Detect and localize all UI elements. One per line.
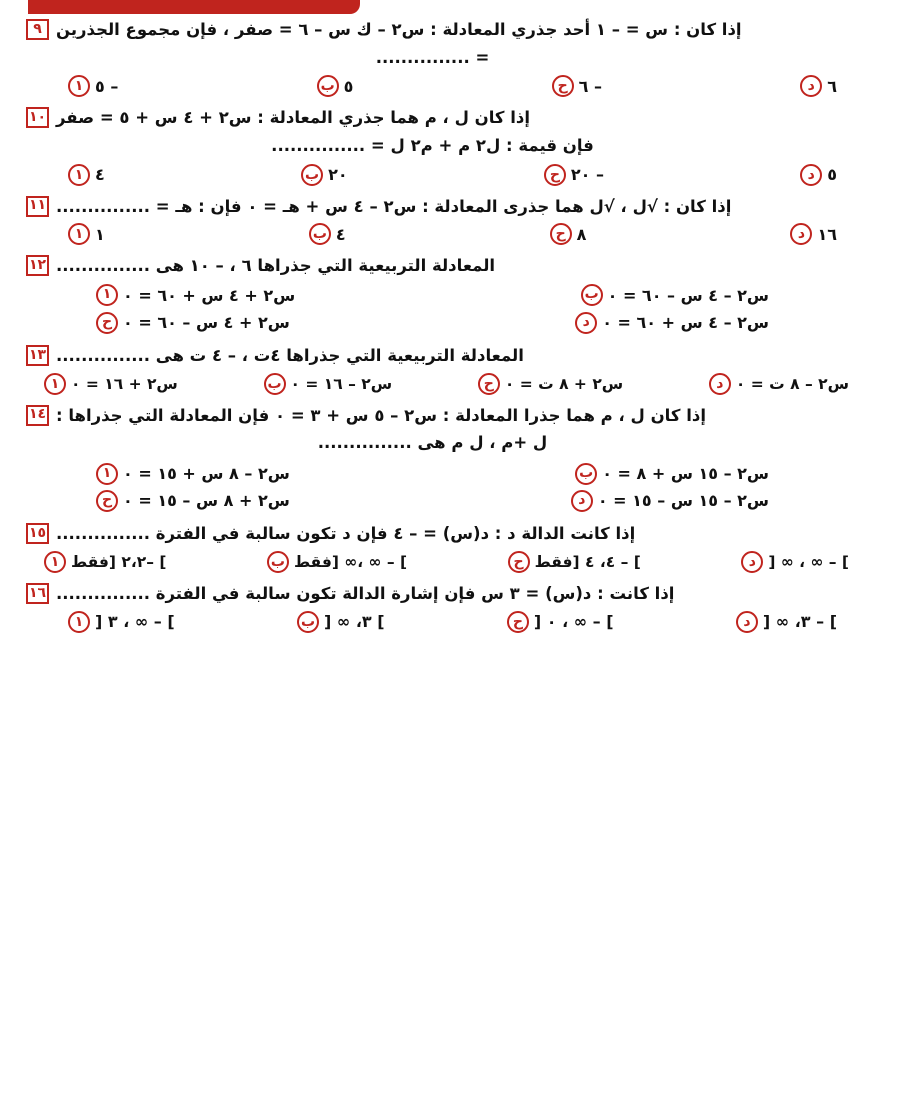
- question-number: ١٤: [26, 405, 49, 426]
- choice-text: س٢ – ٨ س + ١٥ = ٠: [123, 464, 290, 483]
- question-12-line: [26, 252, 879, 280]
- choice-text: س٢ + ٤ س – ٦٠ = ٠: [123, 312, 290, 332]
- question-number: ١٢: [26, 255, 49, 276]
- choice-tag: ح: [478, 373, 500, 395]
- choice-option[interactable]: [790, 223, 837, 245]
- choice-tag: ب: [297, 611, 319, 633]
- question-text: إذا كان : √ل ، √ل هما جذرى المعادلة : س٢ – ٤ س + هـ = ٠ فإن : هـ = ...............: [56, 196, 732, 216]
- question-15-choices: [26, 548, 879, 578]
- question-10-choices: [26, 161, 879, 191]
- choice-tag: ح: [550, 223, 572, 245]
- choice-option[interactable]: [264, 373, 393, 395]
- choice-option[interactable]: [507, 611, 614, 633]
- choice-tag: ب: [309, 223, 331, 245]
- choice-option[interactable]: [68, 75, 118, 97]
- choice-option[interactable]: [44, 373, 178, 395]
- choice-tag: ب: [317, 75, 339, 97]
- choices-row: [96, 282, 769, 309]
- choice-option[interactable]: [96, 309, 290, 336]
- choice-option[interactable]: [317, 75, 354, 97]
- question-14-line: [26, 402, 879, 430]
- choice-option[interactable]: [297, 611, 385, 633]
- choice-option[interactable]: [68, 223, 105, 245]
- choice-option[interactable]: [508, 551, 641, 573]
- question-12: [26, 252, 879, 340]
- choice-option[interactable]: [741, 551, 849, 573]
- choices-row: [96, 309, 769, 336]
- question-number: ٩: [26, 19, 49, 40]
- choice-text: س٢ + ١٦ = ٠: [71, 374, 178, 393]
- choice-text: س٢ – ١٦ = ٠: [290, 374, 393, 393]
- question-9-line: [26, 16, 879, 44]
- question-number: ١١: [26, 196, 49, 217]
- choice-option[interactable]: [267, 551, 407, 573]
- choice-text: س٢ – ٤ س + ٦٠ = ٠: [602, 312, 769, 332]
- question-14-sub: ل +م ، ل م هى ...............: [317, 433, 548, 453]
- choice-text: ] – ∞ ، ٣ [: [95, 612, 175, 631]
- choice-text: س٢ + ٨ ت = ٠: [504, 374, 624, 393]
- choice-tag: د: [800, 75, 822, 97]
- choice-text: ١٦: [817, 224, 837, 244]
- choice-option[interactable]: [68, 611, 175, 633]
- question-text: المعادلة التربيعية التي جذراها ٤ت ، – ٤ ت هى ...............: [56, 346, 524, 366]
- choice-option[interactable]: [552, 75, 602, 97]
- choice-text: ] – ٣، ∞ [: [762, 612, 837, 631]
- choice-option[interactable]: [575, 460, 769, 487]
- question-11-line: [26, 193, 879, 221]
- choices-row: [96, 487, 769, 514]
- choice-tag: د: [790, 223, 812, 245]
- choice-tag: د: [736, 611, 758, 633]
- choice-tag: د: [575, 312, 597, 334]
- choice-tag: د: [571, 490, 593, 512]
- choice-tag: د: [800, 164, 822, 186]
- choice-tag: ب: [581, 284, 603, 306]
- choice-option[interactable]: [96, 487, 290, 514]
- choices-row: [96, 460, 769, 487]
- question-9: [26, 16, 879, 102]
- question-15: [26, 520, 879, 578]
- choice-text: ٤: [95, 165, 105, 185]
- question-15-line: [26, 520, 879, 548]
- choice-text: ] – ∞ ، ∞ [: [768, 552, 849, 571]
- question-11: [26, 193, 879, 251]
- choice-option[interactable]: [44, 551, 166, 573]
- question-10-sub: فإن قيمة : ل٢ م + م٢ ل = ...............: [271, 135, 594, 155]
- question-number: ١٥: [26, 523, 49, 544]
- choice-text: ٢٠: [328, 165, 348, 185]
- choice-tag: ١: [44, 373, 66, 395]
- choice-text: – ٦: [578, 76, 602, 96]
- choice-tag: ١: [68, 611, 90, 633]
- choice-text: – ٥: [95, 76, 119, 96]
- choice-option[interactable]: [96, 282, 295, 309]
- question-16: [26, 580, 879, 638]
- question-number: ١٠: [26, 107, 49, 128]
- choice-text: ١: [95, 224, 105, 244]
- choice-tag: ١: [68, 75, 90, 97]
- question-10: [26, 104, 879, 190]
- question-text: المعادلة التربيعية التي جذراها ٦ ، – ١٠ هى ...............: [56, 256, 496, 276]
- question-9-sub: = ...............: [375, 47, 490, 67]
- choice-text: ] – ∞ ، ٠ [: [533, 612, 614, 631]
- choice-text: ] – ٤، ٤ [فقط: [534, 552, 641, 571]
- choice-option[interactable]: [800, 75, 837, 97]
- choice-text: س٢ + ٤ س + ٦٠ = ٠: [123, 285, 296, 305]
- choice-tag: ب: [264, 373, 286, 395]
- choice-text: ٥: [827, 165, 837, 185]
- choice-tag: ح: [507, 611, 529, 633]
- choice-option[interactable]: [301, 164, 348, 186]
- choice-tag: ح: [544, 164, 566, 186]
- choice-option[interactable]: [478, 373, 623, 395]
- question-13: [26, 342, 879, 400]
- choice-text: – ٢٠: [570, 165, 604, 185]
- choice-option[interactable]: [550, 223, 587, 245]
- question-16-choices: [26, 608, 879, 638]
- choice-text: ٥: [343, 76, 354, 96]
- choice-option[interactable]: [581, 282, 769, 309]
- choice-text: ] –٢،٢ [فقط: [71, 552, 167, 571]
- choice-text: ] – ∞ ،∞ [فقط: [293, 552, 408, 571]
- choice-option[interactable]: [96, 460, 290, 487]
- choice-tag: ح: [96, 490, 118, 512]
- choice-text: س٢ – ٨ ت = ٠: [735, 374, 849, 393]
- question-text: إذا كان : س = – ١ أحد جذري المعادلة : س٢ – ك س – ٦ = صفر ، فإن مجموع الجذرين: [56, 20, 742, 39]
- question-11-choices: [26, 220, 879, 250]
- question-13-line: [26, 342, 879, 370]
- question-text: إذا كان ل ، م هما جذرا المعادلة : س٢ – ٥ س + ٣ = ٠ فإن المعادلة التي جذراها :: [56, 405, 706, 425]
- choice-tag: ب: [575, 463, 597, 485]
- choice-tag: ١: [68, 164, 90, 186]
- question-number: ١٣: [26, 345, 49, 366]
- choice-option[interactable]: [544, 164, 604, 186]
- question-9-choices: [26, 72, 879, 102]
- choice-text: س٢ – ٤ س – ٦٠ = ٠: [607, 285, 769, 305]
- question-10-line: [26, 104, 879, 132]
- choice-option[interactable]: [309, 223, 346, 245]
- choice-tag: ١: [96, 284, 118, 306]
- choice-option[interactable]: [571, 487, 769, 514]
- choice-option[interactable]: [575, 309, 769, 336]
- question-14: [26, 402, 879, 519]
- choice-option[interactable]: [68, 164, 105, 186]
- question-text: إذا كانت : د(س) = ٣ س فإن إشارة الدالة تكون سالبة في الفترة ...............: [56, 583, 675, 603]
- choice-option[interactable]: [736, 611, 837, 633]
- choice-text: ٨: [576, 224, 587, 244]
- choice-tag: ح: [508, 551, 530, 573]
- question-12-choices: [26, 280, 879, 340]
- choice-tag: ب: [267, 551, 289, 573]
- choice-tag: د: [709, 373, 731, 395]
- choice-text: ] ٣، ∞ [: [324, 612, 385, 631]
- choice-tag: ح: [552, 75, 574, 97]
- choice-text: س٢ + ٨ س – ١٥ = ٠: [123, 491, 290, 511]
- choice-tag: د: [741, 551, 763, 573]
- question-16-line: [26, 580, 879, 608]
- choice-tag: ح: [96, 312, 118, 334]
- question-text: إذا كانت الدالة د : د(س) = – ٤ فإن د تكون سالبة في الفترة ...............: [56, 524, 636, 544]
- question-14-choices: [26, 458, 879, 518]
- choice-option[interactable]: [709, 373, 849, 395]
- choice-option[interactable]: [800, 164, 837, 186]
- choice-text: س٢ – ١٥ س – ١٥ = ٠: [597, 491, 769, 511]
- choice-tag: ب: [301, 164, 323, 186]
- choice-tag: ١: [44, 551, 66, 573]
- question-text: إذا كان ل ، م هما جذري المعادلة : س٢ + ٤ س + ٥ = صفر: [56, 108, 531, 128]
- choice-text: س٢ – ١٥ س + ٨ = ٠: [602, 464, 769, 483]
- question-number: ١٦: [26, 583, 49, 604]
- choice-tag: ١: [68, 223, 90, 245]
- choice-tag: ١: [96, 463, 118, 485]
- choice-text: ٤: [335, 224, 346, 244]
- question-13-choices: [26, 370, 879, 400]
- choice-text: ٦: [827, 76, 837, 96]
